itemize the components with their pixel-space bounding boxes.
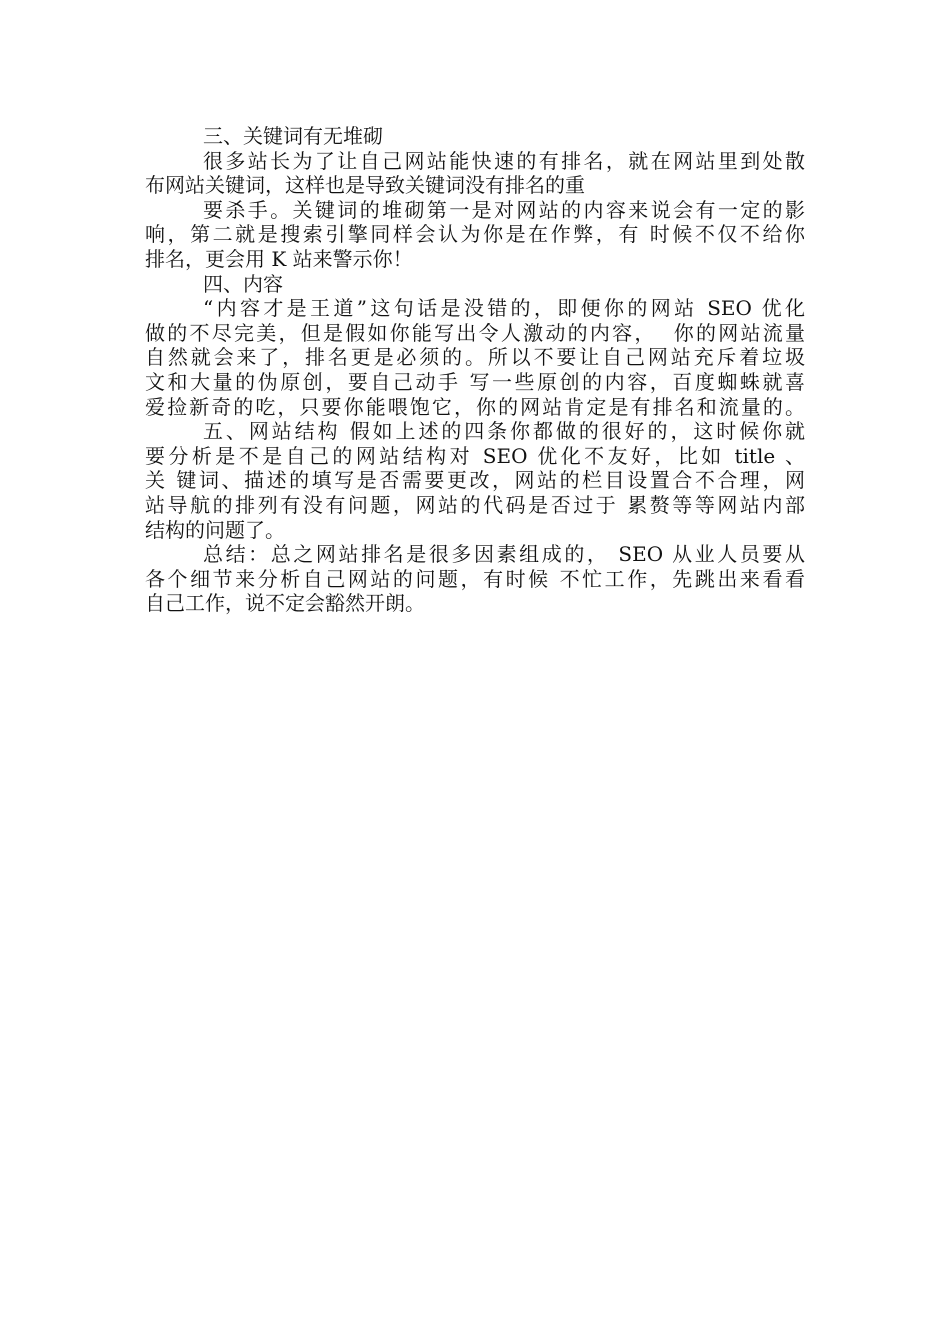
paragraph-line: 排名，更会用 K 站来警示你！ [145, 246, 413, 271]
paragraph-line: 站导航的排列有没有问题，网站的代码是否过于 累赘等等网站内部 [145, 492, 805, 517]
paragraph-line: 关 键词、描述的填写是否需要更改，网站的栏目设置合不合理，网 [145, 468, 805, 493]
paragraph-line: 结构的问题了。 [145, 517, 285, 542]
paragraph-line: “内容才是王道”这句话是没错的，即便你的网站 SEO 优化 [203, 296, 805, 321]
paragraph-line: 要杀手。关键词的堆砌第一是对网站的内容来说会有一定的影 [203, 197, 805, 222]
paragraph-line: 很多站长为了让自己网站能快速的有排名，就在网站里到处散 [203, 148, 805, 173]
paragraph-line: 文和大量的伪原创，要自己动手 写一些原创的内容，百度蜘蛛就喜 [145, 369, 805, 394]
paragraph-line: 爱捡新奇的吃，只要你能喂饱它，你的网站肯定是有排名和流量的。 [145, 394, 805, 419]
paragraph-line: 自然就会来了，排名更是必须的。所以不要让自己网站充斥着垃圾 [145, 345, 805, 370]
section-heading-content: 四、内容 [203, 271, 283, 296]
section-heading-site-structure: 五、网站结构 假如上述的四条你都做的很好的，这时候你就 [203, 419, 805, 444]
summary-line: 各个细节来分析自己网站的问题，有时候 不忙工作，先跳出来看看 [145, 566, 805, 591]
summary-line: 总结：总之网站排名是很多因素组成的， SEO 从业人员要从 [203, 542, 805, 567]
summary-line: 自己工作，说不定会豁然开朗。 [145, 591, 425, 616]
paragraph-line: 要分析是不是自己的网站结构对 SEO 优化不友好，比如 title 、 [145, 443, 805, 468]
document-body [145, 124, 805, 616]
paragraph-line: 布网站关键词，这样也是导致关键词没有排名的重 [145, 173, 585, 198]
section-heading-keyword-stuffing: 三、关键词有无堆砌 [203, 124, 383, 148]
paragraph-line: 响，第二就是搜索引擎同样会认为你是在作弊，有 时候不仅不给你 [145, 222, 805, 247]
paragraph-line: 做的不尽完美，但是假如你能写出令人激动的内容， 你的网站流量 [145, 320, 805, 345]
